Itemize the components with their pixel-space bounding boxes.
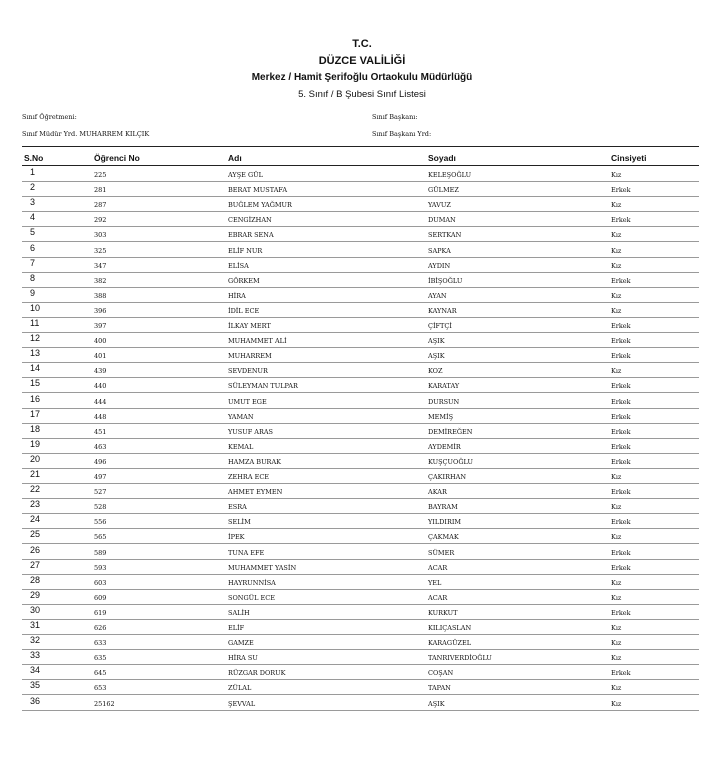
row-student-no: 626 <box>94 624 107 632</box>
row-gender: Erkek <box>611 442 631 451</box>
table-row <box>22 332 699 348</box>
row-name: İPEK <box>228 533 245 542</box>
row-gender: Erkek <box>611 397 631 406</box>
row-student-no: 347 <box>94 261 107 270</box>
row-gender: Erkek <box>611 412 631 421</box>
row-sno: 14 <box>30 363 41 374</box>
row-gender: Kız <box>611 261 622 270</box>
row-surname: YILDIRIM <box>428 518 462 527</box>
row-surname: MEMİŞ <box>428 412 454 421</box>
table-row <box>22 679 699 695</box>
row-name: AYŞE GÜL <box>228 171 263 179</box>
row-gender: Kız <box>611 624 622 632</box>
row-sno: 12 <box>30 333 41 344</box>
row-sno: 10 <box>30 302 41 313</box>
row-name: BERAT MUSTAFA <box>228 186 288 195</box>
table-row <box>22 166 699 182</box>
row-name: KEMAL <box>228 442 254 451</box>
table-row <box>22 619 699 635</box>
row-sno: 11 <box>30 318 40 328</box>
row-surname: SÜMER <box>428 548 455 557</box>
row-surname: DEMİREĞEN <box>428 427 473 436</box>
class-teacher-label: Sınıf Öğretmeni: <box>22 113 77 121</box>
row-gender: Erkek <box>611 352 631 361</box>
row-sno: 31 <box>30 620 41 630</box>
row-surname: ÇAKIRHAN <box>428 473 467 481</box>
row-sno: 18 <box>30 423 41 434</box>
row-student-no: 25162 <box>94 699 115 708</box>
row-name: SONGÜL ECE <box>228 593 275 602</box>
row-surname: DUMAN <box>428 216 456 225</box>
row-gender: Kız <box>611 593 622 602</box>
row-surname: KUŞÇUOĞLU <box>428 457 473 466</box>
row-surname: YAVUZ <box>428 201 451 210</box>
row-student-no: 609 <box>94 593 107 602</box>
row-name: BUĞLEM YAĞMUR <box>228 201 292 210</box>
table-row <box>22 211 699 227</box>
table-row <box>22 589 699 605</box>
document-header-tc: T.C. <box>352 38 372 50</box>
table-row <box>22 242 699 258</box>
row-student-no: 463 <box>94 442 107 451</box>
table-row <box>22 528 699 544</box>
row-name: MUHARREM <box>228 352 272 361</box>
row-name: SALİH <box>228 608 250 617</box>
row-sno: 1 <box>30 167 36 177</box>
row-name: YAMAN <box>228 412 254 421</box>
row-student-no: 382 <box>94 276 107 285</box>
table-row <box>22 574 699 590</box>
table-row <box>22 468 699 484</box>
table-row <box>22 438 699 454</box>
table-row <box>22 544 699 560</box>
row-gender: Erkek <box>611 669 631 678</box>
row-surname: AŞIK <box>428 352 445 361</box>
row-gender: Kız <box>611 201 622 210</box>
row-student-no: 556 <box>94 518 107 527</box>
row-name: MUHAMMET ALİ <box>228 337 287 346</box>
row-gender: Erkek <box>611 337 631 346</box>
row-gender: Kız <box>611 231 622 240</box>
row-surname: KARATAY <box>428 382 460 391</box>
row-gender: Erkek <box>611 488 631 497</box>
row-surname: AŞIK <box>428 699 445 708</box>
row-student-no: 400 <box>94 337 107 346</box>
table-row <box>22 272 699 288</box>
row-sno: 7 <box>30 257 36 268</box>
table-row <box>22 377 699 393</box>
table-row <box>22 483 699 499</box>
row-name: HİRA <box>228 291 246 300</box>
table-row <box>22 347 699 363</box>
row-gender: Kız <box>611 654 622 663</box>
table-row <box>22 393 699 409</box>
header-top-rule <box>22 146 699 147</box>
row-surname: ACAR <box>428 563 448 572</box>
row-name: ZEHRA ECE <box>228 473 270 481</box>
row-sno: 26 <box>30 544 41 555</box>
row-student-no: 448 <box>94 412 107 421</box>
table-row <box>22 695 699 711</box>
row-sno: 16 <box>30 393 41 404</box>
row-name: SEVDENUR <box>228 367 268 376</box>
vice-principal-label: Sınıf Müdür Yrd. MUHARREM KILÇIK <box>22 130 150 138</box>
row-name: AHMET EYMEN <box>228 488 283 497</box>
row-sno: 5 <box>30 227 36 238</box>
row-surname: KILIÇASLAN <box>428 624 472 632</box>
row-sno: 6 <box>30 242 36 253</box>
row-sno: 19 <box>30 438 41 449</box>
row-student-no: 225 <box>94 171 107 179</box>
row-name: ESRA <box>228 503 247 512</box>
row-gender: Erkek <box>611 563 631 572</box>
row-student-no: 444 <box>94 397 107 406</box>
row-name: EBRAR SENA <box>228 231 274 240</box>
row-gender: Kız <box>611 246 622 255</box>
row-sno: 8 <box>30 272 36 283</box>
row-student-no: 603 <box>94 578 107 587</box>
row-name: ŞEVVAL <box>228 699 256 708</box>
row-sno: 22 <box>30 484 41 495</box>
row-student-no: 619 <box>94 608 107 617</box>
row-surname: TANRIVERDİOĞLU <box>428 654 492 663</box>
row-name: YUSUF ARAS <box>228 427 274 436</box>
table-row <box>22 317 699 333</box>
row-surname: KARAGÜZEL <box>428 639 472 648</box>
row-name: HAYRUNNİSA <box>228 578 276 587</box>
row-surname: AŞIK <box>428 337 445 346</box>
row-sno: 21 <box>30 469 41 479</box>
row-name: ZÜLAL <box>228 684 252 693</box>
table-row <box>22 453 699 469</box>
row-student-no: 396 <box>94 306 107 315</box>
column-header-name: Adı <box>228 153 242 163</box>
row-surname: BAYRAM <box>428 503 458 512</box>
document-header-governorship: DÜZCE VALİLİĞİ <box>318 55 406 67</box>
row-student-no: 528 <box>94 503 107 512</box>
row-student-no: 565 <box>94 533 107 542</box>
table-row <box>22 362 699 378</box>
class-president-label: Sınıf Başkanı: <box>372 113 418 121</box>
row-gender: Erkek <box>611 518 631 527</box>
row-surname: ÇİFTÇİ <box>428 322 452 330</box>
table-row <box>22 513 699 529</box>
column-header-gender: Cinsiyeti <box>611 153 647 163</box>
row-student-no: 635 <box>94 654 107 663</box>
row-surname: TAPAN <box>428 684 451 693</box>
row-student-no: 303 <box>94 231 107 240</box>
row-student-no: 645 <box>94 669 107 678</box>
row-surname: KAYNAR <box>428 306 457 315</box>
row-gender: Erkek <box>611 216 631 225</box>
row-gender: Erkek <box>611 322 631 330</box>
row-name: GAMZE <box>228 639 254 648</box>
table-row <box>22 257 699 273</box>
row-name: ELİSA <box>228 261 249 270</box>
row-student-no: 593 <box>94 563 107 572</box>
row-surname: KURKUT <box>428 608 458 617</box>
table-row <box>22 423 699 439</box>
row-name: İDİL ECE <box>228 306 260 315</box>
row-gender: Kız <box>611 699 622 708</box>
row-student-no: 527 <box>94 488 107 497</box>
row-sno: 30 <box>30 604 41 615</box>
table-row <box>22 649 699 665</box>
row-surname: COŞAN <box>428 669 454 678</box>
row-sno: 23 <box>30 499 41 510</box>
row-gender: Kız <box>611 639 622 648</box>
row-gender: Kız <box>611 578 622 587</box>
row-gender: Kız <box>611 533 622 542</box>
row-gender: Kız <box>611 171 622 179</box>
row-surname: AKAR <box>428 488 447 497</box>
document-header-school: Merkez / Hamit Şerifoğlu Ortaokulu Müdürlüğü <box>251 72 473 83</box>
table-row <box>22 196 699 212</box>
row-name: SÜLEYMAN TULPAR <box>228 382 298 391</box>
row-name: ELİF NUR <box>228 246 263 255</box>
row-surname: ÇAKMAK <box>428 533 459 542</box>
row-student-no: 439 <box>94 367 107 376</box>
row-name: RÜZGAR DORUK <box>228 669 286 678</box>
row-surname: SERTKAN <box>428 231 462 240</box>
row-sno: 4 <box>30 212 36 223</box>
row-name: SELİM <box>228 518 251 527</box>
column-header-surname: Soyadı <box>428 153 456 163</box>
row-surname: İBİŞOĞLU <box>428 276 463 285</box>
row-student-no: 451 <box>94 427 107 436</box>
row-gender: Erkek <box>611 548 631 557</box>
row-sno: 36 <box>30 695 41 706</box>
row-gender: Kız <box>611 503 622 512</box>
table-row <box>22 664 699 680</box>
table-row <box>22 287 699 303</box>
row-name: UMUT EGE <box>228 397 267 406</box>
row-sno: 28 <box>30 574 41 585</box>
row-surname: DURSUN <box>428 397 460 406</box>
row-sno: 27 <box>30 559 41 570</box>
row-sno: 9 <box>30 287 36 298</box>
row-student-no: 287 <box>94 201 107 210</box>
row-sno: 25 <box>30 529 41 540</box>
row-sno: 17 <box>30 408 41 419</box>
row-gender: Erkek <box>611 608 631 617</box>
row-gender: Erkek <box>611 382 631 391</box>
column-header-student-no: Öğrenci No <box>94 153 140 163</box>
row-sno: 34 <box>30 665 41 676</box>
row-student-no: 281 <box>94 186 107 195</box>
row-gender: Kız <box>611 684 622 693</box>
row-sno: 20 <box>30 453 41 464</box>
row-surname: GÜLMEZ <box>428 186 459 195</box>
row-sno: 15 <box>30 378 41 389</box>
row-student-no: 633 <box>94 639 107 648</box>
row-sno: 33 <box>30 650 41 661</box>
row-surname: AYDEMİR <box>428 442 461 451</box>
table-row <box>22 302 699 318</box>
row-surname: KOZ <box>428 367 443 376</box>
row-gender: Kız <box>611 367 622 376</box>
row-student-no: 325 <box>94 246 107 255</box>
row-student-no: 497 <box>94 473 107 481</box>
row-student-no: 397 <box>94 322 107 330</box>
row-name: İLKAY MERT <box>228 322 271 330</box>
row-surname: KELEŞOĞLU <box>428 171 472 179</box>
row-sno: 24 <box>30 514 41 525</box>
column-header-sno: S.No <box>24 153 44 163</box>
row-sno: 13 <box>30 348 41 359</box>
table-row <box>22 181 699 197</box>
row-student-no: 401 <box>94 352 107 361</box>
class-vice-president-label: Sınıf Başkanı Yrd: <box>372 130 432 138</box>
table-row <box>22 498 699 514</box>
row-gender: Erkek <box>611 427 631 436</box>
row-surname: ACAR <box>428 593 448 602</box>
row-sno: 32 <box>30 635 41 646</box>
row-gender: Erkek <box>611 457 631 466</box>
row-surname: AYDIN <box>428 261 451 270</box>
table-row <box>22 634 699 650</box>
row-sno: 29 <box>30 589 41 600</box>
row-sno: 35 <box>30 680 41 691</box>
table-row <box>22 604 699 620</box>
row-gender: Kız <box>611 291 622 300</box>
row-gender: Kız <box>611 473 622 481</box>
row-student-no: 440 <box>94 382 107 391</box>
table-row <box>22 559 699 575</box>
row-surname: AYAN <box>428 291 447 300</box>
row-name: GÖRKEM <box>228 276 260 285</box>
table-row <box>22 226 699 242</box>
row-student-no: 653 <box>94 684 107 693</box>
row-student-no: 388 <box>94 291 107 300</box>
row-name: HİRA SU <box>228 654 258 663</box>
row-name: ELİF <box>228 624 245 632</box>
row-student-no: 292 <box>94 216 107 225</box>
row-student-no: 589 <box>94 548 107 557</box>
row-sno: 2 <box>30 182 36 193</box>
row-sno: 3 <box>30 197 36 208</box>
row-student-no: 496 <box>94 457 107 466</box>
row-name: MUHAMMET YASİN <box>228 563 297 572</box>
table-row <box>22 408 699 424</box>
row-name: CENGİZHAN <box>228 216 272 225</box>
row-surname: SAPKA <box>428 246 451 255</box>
row-name: TUNA EFE <box>228 548 265 557</box>
row-gender: Erkek <box>611 276 631 285</box>
row-gender: Kız <box>611 306 622 315</box>
row-surname: YEL <box>428 578 442 587</box>
row-gender: Erkek <box>611 186 631 195</box>
document-title: 5. Sınıf / B Şubesi Sınıf Listesi <box>298 89 426 100</box>
row-name: HAMZA BURAK <box>228 457 281 466</box>
